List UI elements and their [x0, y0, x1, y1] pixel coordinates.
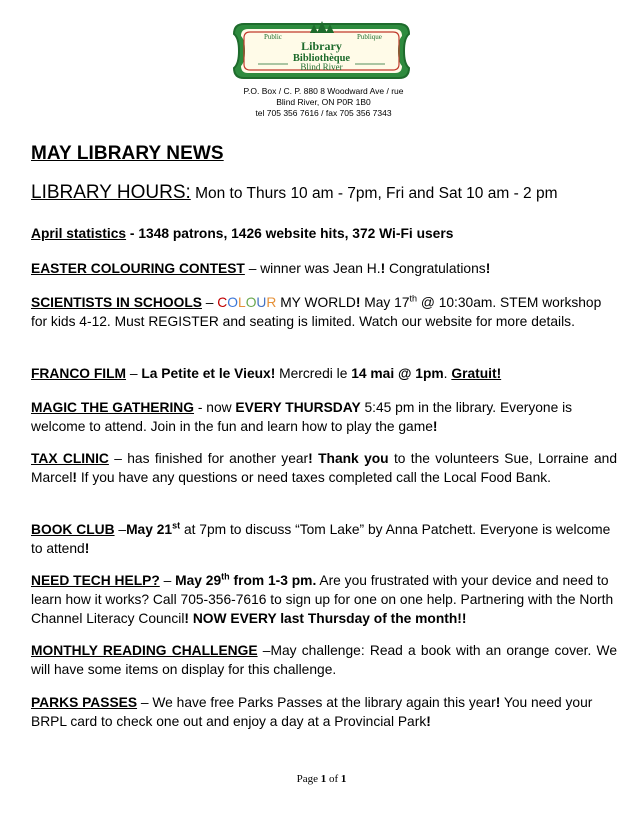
- tax-heading: TAX CLINIC: [31, 451, 109, 466]
- library-hours: [31, 182, 558, 204]
- april-heading: April statistics: [31, 226, 127, 241]
- logo-library: Library: [301, 39, 342, 53]
- address-block: [0, 86, 643, 119]
- page-number: 1: [320, 773, 327, 785]
- tech-heading: NEED TECH HELP?: [31, 573, 160, 588]
- hours-text: Mon to Thurs 10 am - 7pm, Fri and Sat 10 am - 2 pm: [190, 185, 558, 202]
- tax-clinic: TAX CLINIC – has finished for another year! Thank you to the volunteers Sue, Lorraine and Marcel! If you have any questions or need taxes completed call the Local Food Bank.: [31, 451, 618, 485]
- tree-icon: [310, 21, 334, 33]
- logo-blind-river: Blind River: [300, 62, 343, 72]
- hours-label: LIBRARY HOURS:: [31, 182, 191, 203]
- logo-bibliotheque: Bibliothèque: [292, 53, 351, 64]
- address-line-1: P.O. Box / C. P. 880 8 Woodward Ave / rue: [243, 86, 404, 96]
- easter-heading: EASTER COLOURING CONTEST: [31, 261, 245, 276]
- address-line-2: Blind River, ON P0R 1B0: [276, 97, 371, 107]
- page-total: 1: [340, 773, 347, 785]
- franco-heading: FRANCO FILM: [31, 366, 127, 381]
- page-title: MAY LIBRARY NEWS: [31, 143, 224, 164]
- magic-the-gathering: MAGIC THE GATHERING - now EVERY THURSDAY 5:45 pm in the library. Everyone is welcome to attend. Join in the fun and learn how to play the game!: [31, 400, 573, 434]
- april-stats: 1348 patrons, 1426 website hits, 372 Wi-Fi users: [138, 226, 454, 241]
- scientists-in-schools: SCIENTISTS IN SCHOOLS – COLOUR MY WORLD! May 17th @ 10:30am. STEM workshop for kids 4-12. Must REGISTER and seating is limited. Watch our website for more details.: [31, 293, 602, 329]
- library-logo: [230, 20, 413, 82]
- address-line-3: tel 705 356 7616 / fax 705 356 7343: [255, 108, 392, 118]
- book-heading: BOOK CLUB: [31, 522, 115, 537]
- logo-public-fr: Publique: [357, 33, 382, 41]
- easter-contest: EASTER COLOURING CONTEST – winner was Jean H.! Congratulations!: [31, 261, 491, 276]
- april-sep: -: [126, 226, 139, 241]
- parks-passes: PARKS PASSES – We have free Parks Passes at the library again this year! You need your BRPL card to check one out and enjoy a day at a Provincial Park!: [31, 695, 593, 729]
- scientists-heading: SCIENTISTS IN SCHOOLS: [31, 295, 202, 310]
- page-footer: Page 1 of 1: [296, 773, 347, 785]
- franco-film: FRANCO FILM – La Petite et le Vieux! Mercredi le 14 mai @ 1pm. Gratuit!: [31, 366, 502, 381]
- magic-heading: MAGIC THE GATHERING: [31, 400, 195, 415]
- monthly-reading-challenge: MONTHLY READING CHALLENGE –May challenge: Read a book with an orange cover. We will have some items on display for this challenge.: [31, 643, 617, 677]
- logo-public-en: Public: [264, 33, 282, 41]
- reading-heading: MONTHLY READING CHALLENGE: [31, 643, 258, 658]
- book-club: BOOK CLUB –May 21st at 7pm to discuss “Tom Lake” by Anna Patchett. Everyone is welcome to attend!: [31, 520, 611, 556]
- parks-heading: PARKS PASSES: [31, 695, 138, 710]
- april-statistics: [31, 224, 617, 243]
- need-tech-help: NEED TECH HELP? – May 29th from 1-3 pm. Are you frustrated with your device and need to learn how it works? Call 705-356-7616 to sign up for one on one help. Partnering with the North Channel Literacy Council! NOW EVERY last Thursday of the month!!: [31, 571, 614, 626]
